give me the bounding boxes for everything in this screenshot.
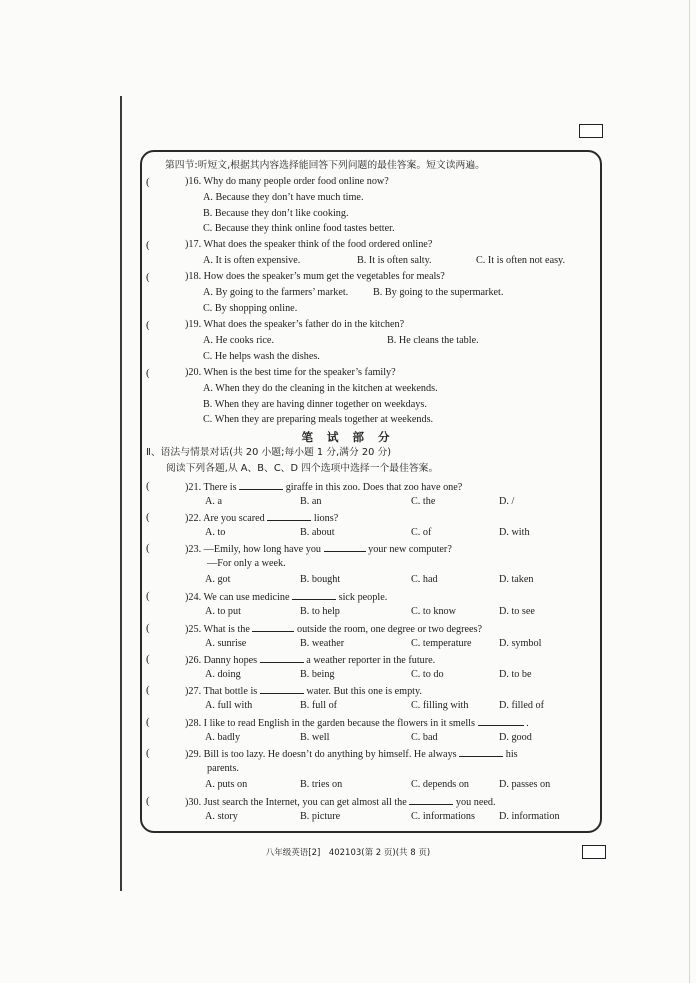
q16-option: A. Because they don’t have much time.: [203, 192, 364, 203]
q28-option: A. badly: [205, 732, 241, 743]
question-26: )26. Danny hopes a weather reporter in the future.: [185, 655, 436, 666]
q30-option: B. picture: [300, 811, 341, 822]
answer-paren: (: [146, 271, 150, 283]
q19-option: A. He cooks rice.: [203, 335, 275, 346]
question-17: )17. What does the speaker think of the food ordered online?: [185, 239, 433, 250]
q21-option: A. a: [205, 496, 222, 507]
q25-option: C. temperature: [411, 638, 472, 649]
q21-option: B. an: [300, 496, 322, 507]
q19-option: B. He cleans the table.: [387, 335, 479, 346]
question-28: )28. I like to read English in the garden because the flowers in it smells .: [185, 718, 529, 729]
q18-option: A. By going to the farmers’ market.: [203, 287, 349, 298]
q17-option: A. It is often expensive.: [203, 255, 301, 266]
q22-option: D. with: [499, 527, 530, 538]
answer-blank: [260, 653, 304, 663]
q30-option: D. information: [499, 811, 560, 822]
q29-option: B. tries on: [300, 779, 343, 790]
q27-option: C. filling with: [411, 700, 469, 711]
answer-paren: (: [146, 795, 150, 807]
answer-paren: (: [146, 319, 150, 331]
q27-option: B. full of: [300, 700, 338, 711]
q23-option: C. had: [411, 574, 438, 585]
q26-option: C. to do: [411, 669, 444, 680]
q29-option: A. puts on: [205, 779, 248, 790]
q24-option: A. to put: [205, 606, 241, 617]
question-22: )22. Are you scared lions?: [185, 513, 339, 524]
answer-paren: (: [146, 176, 150, 188]
section2-instruction: 阅读下列各题,从 A、B、C、D 四个选项中选择一个最佳答案。: [166, 463, 439, 474]
answer-blank: [260, 684, 304, 694]
q22-option: A. to: [205, 527, 226, 538]
question-18: )18. How does the speaker’s mum get the vegetables for meals?: [185, 271, 445, 282]
page-footer: 八年级英语[2] 402103(第 2 页)(共 8 页): [265, 848, 431, 858]
question-20: )20. When is the best time for the speaker’s family?: [185, 367, 396, 378]
answer-blank: [292, 590, 336, 600]
question-21: )21. There is giraffe in this zoo. Does that zoo have one?: [185, 482, 463, 493]
page-edge: [689, 0, 690, 983]
q16-option: C. Because they think online food tastes better.: [203, 223, 395, 234]
q17-option: C. It is often not easy.: [476, 255, 566, 266]
q29-option: C. depends on: [411, 779, 470, 790]
q22-option: B. about: [300, 527, 335, 538]
q28-option: B. well: [300, 732, 330, 743]
answer-paren: (: [146, 747, 150, 759]
q21-option: C. the: [411, 496, 436, 507]
q19-option: C. He helps wash the dishes.: [203, 351, 320, 362]
answer-paren: (: [146, 511, 150, 523]
q24-option: B. to help: [300, 606, 340, 617]
answer-blank: [324, 542, 366, 552]
answer-paren: (: [146, 542, 150, 554]
q23-option: A. got: [205, 574, 231, 585]
answer-paren: (: [146, 367, 150, 379]
q16-option: B. Because they don’t like cooking.: [203, 208, 349, 219]
question-24: )24. We can use medicine sick people.: [185, 592, 388, 603]
q22-option: C. of: [411, 527, 432, 538]
question-16: )16. Why do many people order food online now?: [185, 176, 389, 187]
answer-paren: (: [146, 480, 150, 492]
answer-blank: [252, 622, 294, 632]
q25-option: B. weather: [300, 638, 345, 649]
answer-paren: (: [146, 653, 150, 665]
q20-option: A. When they do the cleaning in the kitchen at weekends.: [203, 383, 438, 394]
question-19: )19. What does the speaker’s father do in the kitchen?: [185, 319, 405, 330]
question-29: )29. Bill is too lazy. He doesn’t do anything by himself. He always his: [185, 749, 518, 760]
q23-option: B. bought: [300, 574, 341, 585]
answer-blank: [459, 747, 503, 757]
answer-blank: [478, 716, 524, 726]
binding-margin-line: [120, 96, 122, 891]
q21-option: D. /: [499, 496, 515, 507]
section4-header: 第四节:听短文,根据其内容选择能回答下列问题的最佳答案。短文读两遍。: [165, 160, 485, 171]
answer-paren: (: [146, 622, 150, 634]
question-30: )30. Just search the Internet, you can get almost all the you need.: [185, 797, 496, 808]
answer-paren: (: [146, 684, 150, 696]
question-29-continued: parents.: [207, 763, 239, 774]
answer-paren: (: [146, 590, 150, 602]
question-27: )27. That bottle is water. But this one is empty.: [185, 686, 422, 697]
q30-option: C. informations: [411, 811, 475, 822]
q28-option: D. good: [499, 732, 532, 743]
q20-option: C. When they are preparing meals together at weekends.: [203, 414, 434, 425]
answer-blank: [409, 795, 453, 805]
q24-option: C. to know: [411, 606, 456, 617]
answer-blank: [267, 511, 311, 521]
q18-option: B. By going to the supermarket.: [373, 287, 504, 298]
question-23: )23. —Emily, how long have you your new computer?: [185, 544, 452, 555]
q26-option: A. doing: [205, 669, 241, 680]
question-23-continued: —For only a week.: [207, 558, 286, 569]
q17-option: B. It is often salty.: [357, 255, 432, 266]
answer-paren: (: [146, 239, 150, 251]
q25-option: A. sunrise: [205, 638, 247, 649]
answer-blank: [239, 480, 283, 490]
q25-option: D. symbol: [499, 638, 542, 649]
question-25: )25. What is the outside the room, one degree or two degrees?: [185, 624, 482, 635]
q23-option: D. taken: [499, 574, 534, 585]
score-box-top: [579, 124, 603, 138]
q20-option: B. When they are having dinner together on weekdays.: [203, 399, 427, 410]
q24-option: D. to see: [499, 606, 535, 617]
q28-option: C. bad: [411, 732, 438, 743]
written-section-title: 笔 试 部 分: [301, 430, 395, 444]
q18-option: C. By shopping online.: [203, 303, 298, 314]
answer-paren: (: [146, 716, 150, 728]
section2-header: Ⅱ、语法与情景对话(共 20 小题;每小题 1 分,满分 20 分): [146, 447, 392, 458]
q27-option: D. filled of: [499, 700, 544, 711]
q27-option: A. full with: [205, 700, 253, 711]
q30-option: A. story: [205, 811, 238, 822]
q26-option: B. being: [300, 669, 335, 680]
q26-option: D. to be: [499, 669, 532, 680]
q29-option: D. passes on: [499, 779, 551, 790]
